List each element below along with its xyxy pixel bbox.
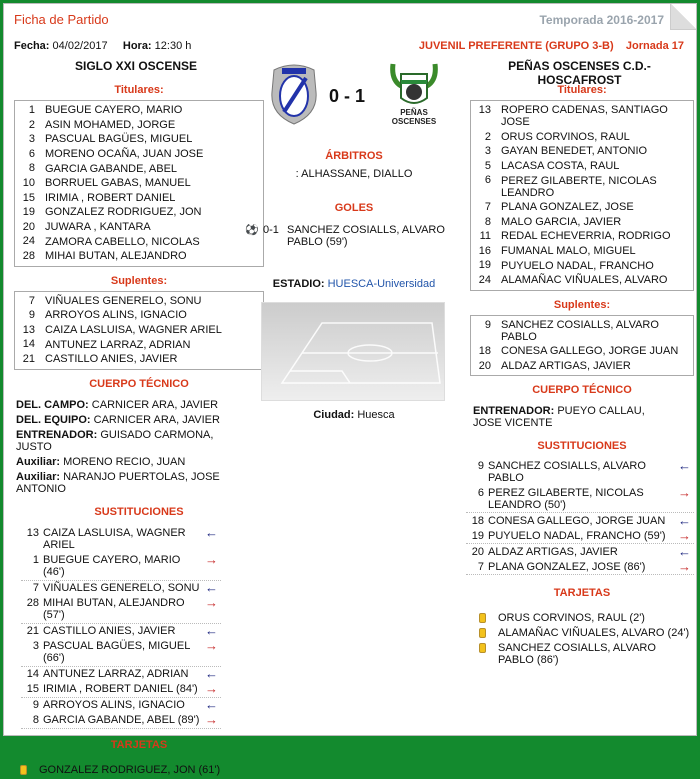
season-label: Temporada 2016-2017 — [539, 13, 664, 27]
stadium — [244, 278, 464, 290]
referees-heading: ÁRBITROS — [325, 150, 383, 162]
staff-role: DEL. EQUIPO: — [16, 413, 91, 426]
player-number: 13 — [22, 323, 35, 336]
staff-name: NARANJO PUERTOLAS, JOSE ANTONIO — [16, 470, 220, 495]
arrow-left-icon: ← — [205, 525, 218, 540]
player-name: PASCUAL BAGÜES, MIGUEL (66') — [43, 640, 190, 664]
sub-out-row — [21, 682, 221, 697]
player-number: 21 — [26, 625, 39, 637]
competition — [419, 40, 684, 52]
player-row — [15, 294, 263, 309]
player-name: ALDAZ ARTIGAS, JAVIER — [501, 360, 631, 373]
staff-role: Auxiliar: — [16, 470, 61, 483]
arrow-right-icon: → — [678, 527, 691, 543]
staff-role: DEL. CAMPO: — [16, 398, 89, 411]
player-name: MORENO OCAÑA, JUAN JOSE — [45, 148, 204, 161]
home-starters-list — [14, 100, 264, 267]
substitution — [466, 513, 694, 544]
player-name: FUMANAL MALO, MIGUEL — [501, 245, 636, 258]
home-subs-list — [21, 526, 221, 729]
sub-out-row — [21, 596, 221, 623]
goal-row — [245, 224, 445, 248]
home-starters-heading: Titulares: — [114, 84, 164, 96]
player-row — [15, 352, 263, 367]
player-number: 19 — [478, 259, 491, 272]
away-crest-text: PEÑAS OSCENSES — [391, 108, 437, 126]
player-number: 15 — [22, 191, 35, 204]
sub-out-row — [466, 528, 694, 543]
player-row — [471, 359, 693, 374]
player-number: 7 — [477, 560, 484, 573]
staff-role: Auxiliar: — [16, 455, 61, 468]
sub-in-row — [21, 526, 221, 553]
yellow-card-icon — [479, 628, 486, 638]
card-player: GONZALEZ RODRIGUEZ, JON (61') — [39, 763, 221, 776]
player-row — [471, 273, 693, 288]
player-number: 14 — [22, 338, 35, 351]
player-number: 15 — [26, 683, 39, 695]
player-name: PEREZ GILABERTE, NICOLAS LEANDRO — [501, 174, 657, 199]
player-name: PUYUELO NADAL, FRANCHO — [501, 259, 654, 272]
player-row — [15, 249, 263, 264]
player-name: ALAMAÑAC VIÑUALES, ALVARO — [501, 274, 668, 287]
player-number: 3 — [484, 145, 491, 158]
stadium-label: ESTADIO: — [272, 278, 325, 290]
player-row — [471, 200, 693, 215]
goals-heading: GOLES — [334, 202, 374, 214]
player-name: CAIZA LASLUISA, WAGNER ARIEL — [43, 527, 186, 551]
player-name: CONESA GALLEGO, JORGE JUAN — [501, 345, 679, 358]
staff-role: ENTRENADOR: — [473, 405, 555, 418]
player-name: ARROYOS ALINS, IGNACIO — [43, 699, 185, 711]
date-value: 04/02/2017 — [52, 40, 108, 52]
player-number: 2 — [484, 130, 491, 143]
arrow-right-icon: → — [205, 595, 218, 610]
player-number: 7 — [32, 582, 39, 594]
time-value: 12:30 h — [154, 40, 192, 52]
player-number: 1 — [28, 104, 35, 116]
player-number: 18 — [471, 514, 484, 527]
player-number: 6 — [28, 147, 35, 160]
player-number: 6 — [484, 174, 491, 187]
yellow-card-icon — [479, 613, 486, 623]
arrow-right-icon: → — [205, 552, 218, 567]
page-title: Ficha de Partido — [14, 12, 109, 27]
ball-icon: ⚽ — [245, 224, 259, 236]
sub-in-row — [21, 624, 221, 639]
player-name: SANCHEZ COSIALLS, ALVARO PABLO — [488, 459, 646, 484]
player-row — [471, 229, 693, 244]
player-name: GARCIA GABANDE, ABEL (89') — [43, 714, 200, 726]
card-row — [20, 764, 264, 776]
player-number: 3 — [28, 133, 35, 146]
home-bench-list — [14, 291, 264, 370]
staff-name: MORENO RECIO, JUAN — [63, 455, 186, 468]
card-row — [479, 642, 694, 666]
player-number: 19 — [22, 206, 35, 219]
stadium-link[interactable]: HUESCA-Universidad — [327, 278, 436, 290]
player-name: PUYUELO NADAL, FRANCHO (59') — [488, 529, 666, 542]
player-number: 10 — [22, 176, 35, 189]
away-team-name: PEÑAS OSCENSES C.D.-HOSCAFROST — [508, 59, 651, 87]
player-number: 11 — [479, 230, 491, 243]
card-player: ORUS CORVINOS, RAUL (2') — [498, 612, 645, 625]
player-number: 8 — [484, 215, 491, 228]
player-name: GONZALEZ RODRIGUEZ, JON — [45, 206, 202, 219]
player-name: CAIZA LASLUISA, WAGNER ARIEL — [45, 324, 222, 337]
player-number: 19 — [471, 529, 484, 542]
player-row — [15, 308, 263, 323]
player-name: ROPERO CADENAS, SANTIAGO JOSE — [501, 104, 668, 129]
player-name: PASCUAL BAGÜES, MIGUEL — [45, 133, 193, 146]
player-row — [15, 234, 263, 249]
player-row — [471, 103, 693, 130]
card-player: ALAMAÑAC VIÑUALES, ALVARO (24') — [498, 627, 690, 640]
player-name: ANTUNEZ LARRAZ, ADRIAN — [45, 338, 191, 351]
away-staff-list — [470, 405, 670, 432]
player-number: 8 — [32, 714, 39, 726]
home-cards-heading: TARJETAS — [110, 738, 168, 751]
away-cards-list — [479, 612, 694, 669]
player-row — [15, 118, 263, 133]
sub-out-row — [21, 713, 221, 728]
arrow-right-icon: → — [678, 558, 691, 574]
player-name: ARROYOS ALINS, IGNACIO — [45, 309, 187, 322]
player-number: 16 — [478, 244, 491, 257]
home-staff-list — [14, 399, 231, 498]
player-name: VIÑUALES GENERELO, SONU — [43, 582, 200, 594]
player-number: 21 — [22, 352, 35, 365]
player-row — [471, 159, 693, 174]
away-column — [470, 84, 694, 669]
substitution — [466, 458, 694, 513]
arrow-left-icon: ← — [678, 543, 691, 559]
player-number: 8 — [28, 162, 35, 175]
player-name: CASTILLO ANIES, JAVIER — [45, 353, 178, 366]
player-row — [15, 176, 263, 191]
substitution — [21, 624, 221, 667]
page-fold-icon — [670, 4, 696, 30]
player-name: GARCIA GABANDE, ABEL — [45, 162, 178, 175]
player-row — [471, 244, 693, 259]
player-number: 20 — [478, 359, 491, 372]
home-subs-heading: SUSTITUCIONES — [94, 505, 184, 518]
player-name: ORUS CORVINOS, RAUL — [501, 130, 630, 143]
player-number: 9 — [32, 699, 39, 711]
player-row — [15, 147, 263, 162]
staff-name: GUISADO CARMONA, JUSTO — [16, 428, 214, 453]
player-row — [15, 132, 263, 147]
player-number: 13 — [26, 527, 39, 539]
away-subs-list — [466, 458, 694, 575]
away-bench-heading: Suplentes: — [553, 298, 611, 311]
player-number: 18 — [478, 345, 491, 358]
player-name: MIHAI BUTAN, ALEJANDRO (57') — [43, 597, 185, 621]
player-number: 28 — [22, 249, 35, 262]
player-name: REDAL ECHEVERRIA, RODRIGO — [501, 230, 671, 243]
player-number: 9 — [484, 318, 491, 331]
player-name: PEREZ GILABERTE, NICOLAS LEANDRO (50') — [488, 486, 644, 511]
player-name: MIHAI BUTAN, ALEJANDRO — [45, 250, 187, 263]
staff-member — [16, 414, 231, 426]
away-team-crest-icon — [389, 60, 439, 108]
player-number: 9 — [28, 309, 35, 322]
player-row — [15, 220, 263, 235]
player-name: IRIMIA , ROBERT DANIEL — [45, 191, 176, 204]
card-row — [479, 627, 694, 639]
player-name: ALDAZ ARTIGAS, JAVIER — [488, 545, 618, 558]
player-name: BORRUEL GABAS, MANUEL — [45, 177, 191, 190]
arrow-right-icon: → — [205, 638, 218, 653]
player-number: 20 — [471, 545, 484, 558]
player-name: BUEGUE CAYERO, MARIO (46') — [43, 554, 181, 578]
sub-in-row — [21, 698, 221, 713]
staff-member — [16, 471, 231, 495]
round: Jornada 17 — [625, 40, 684, 52]
player-name: PLANA GONZALEZ, JOSE (86') — [488, 560, 646, 573]
city — [244, 409, 464, 421]
player-name: PLANA GONZALEZ, JOSE — [501, 201, 634, 214]
player-name: ANTUNEZ LARRAZ, ADRIAN — [43, 668, 189, 680]
player-number: 13 — [478, 104, 491, 116]
player-number: 7 — [484, 200, 491, 213]
staff-role: ENTRENADOR: — [16, 428, 98, 441]
arrow-left-icon: ← — [205, 697, 218, 712]
date-label: Fecha: — [14, 40, 50, 52]
player-name: IRIMIA , ROBERT DANIEL (84') — [43, 683, 198, 695]
staff-member — [16, 456, 231, 468]
substitution — [21, 698, 221, 729]
yellow-card-icon — [479, 643, 486, 653]
date-time — [14, 40, 191, 52]
player-number: 28 — [26, 597, 39, 609]
sub-in-row — [466, 513, 694, 528]
player-name: ZAMORA CABELLO, NICOLAS — [45, 235, 200, 248]
player-row — [15, 161, 263, 176]
player-row — [15, 205, 263, 220]
home-cards-list — [20, 764, 264, 779]
time-label: Hora: — [122, 40, 152, 52]
player-row — [471, 344, 693, 359]
city-label: Ciudad: — [313, 409, 355, 421]
player-row — [15, 337, 263, 352]
player-name: GAYAN BENEDET, ANTONIO — [501, 145, 648, 158]
sub-in-row — [21, 581, 221, 596]
arrow-left-icon: ← — [205, 580, 218, 595]
home-column — [14, 84, 264, 779]
player-number: 2 — [28, 118, 35, 131]
arrow-right-icon: → — [205, 712, 218, 727]
stadium-field-image — [261, 302, 445, 401]
home-staff-heading: CUERPO TÉCNICO — [89, 377, 189, 390]
player-row — [471, 258, 693, 273]
player-name: VIÑUALES GENERELO, SONU — [45, 294, 202, 307]
away-cards-heading: TARJETAS — [553, 587, 611, 600]
player-number: 1 — [32, 554, 39, 566]
player-row — [471, 130, 693, 145]
staff-member — [16, 429, 231, 453]
sub-out-row — [21, 639, 221, 666]
player-row — [471, 215, 693, 230]
away-bench-list — [470, 315, 694, 377]
home-team-name: SIGLO XXI OSCENSE — [74, 59, 198, 73]
arrow-left-icon: ← — [205, 623, 218, 638]
player-number: 20 — [22, 220, 35, 233]
player-row — [15, 191, 263, 206]
player-name: CONESA GALLEGO, JORGE JUAN — [488, 514, 666, 527]
player-number: 14 — [26, 668, 39, 680]
player-number: 5 — [484, 159, 491, 172]
player-name: CASTILLO ANIES, JAVIER — [43, 625, 176, 637]
staff-member — [473, 405, 670, 429]
city-value: Huesca — [357, 409, 395, 421]
player-name: BUEGUE CAYERO, MARIO — [45, 104, 183, 117]
sub-in-row — [21, 667, 221, 682]
arrow-right-icon: → — [678, 484, 691, 500]
sub-in-row — [466, 544, 694, 559]
card-player: SANCHEZ COSIALLS, ALVARO PABLO (86') — [498, 642, 656, 667]
staff-member — [16, 399, 231, 411]
player-number: 9 — [477, 459, 484, 472]
sub-in-row — [466, 458, 694, 485]
away-subs-heading: SUSTITUCIONES — [537, 440, 627, 453]
arrow-left-icon: ← — [205, 666, 218, 681]
staff-name: CARNICER ARA, JAVIER — [91, 398, 219, 411]
player-name: JUWARA , KANTARA — [45, 221, 151, 234]
substitution — [21, 526, 221, 581]
away-starters-list — [470, 100, 694, 291]
staff-name: CARNICER ARA, JAVIER — [93, 413, 220, 426]
score: 0 - 1 — [329, 86, 366, 106]
staff-name: PUEYO CALLAU, JOSE VICENTE — [473, 405, 645, 430]
player-row — [15, 103, 263, 118]
player-number: 3 — [32, 640, 39, 652]
goal-scorer: SANCHEZ COSIALLS, ALVARO PABLO (59') — [287, 224, 445, 248]
player-number: 24 — [478, 273, 491, 286]
substitution — [21, 581, 221, 624]
match-sheet — [3, 3, 697, 776]
card-row — [479, 612, 694, 624]
yellow-card-icon — [20, 765, 27, 775]
substitution — [21, 667, 221, 698]
player-name: SANCHEZ COSIALLS, ALVARO PABLO — [501, 318, 659, 343]
arrow-right-icon: → — [205, 681, 218, 696]
sub-out-row — [466, 559, 694, 574]
sub-out-row — [21, 553, 221, 580]
referee: : ALHASSANE, DIALLO — [295, 168, 413, 180]
substitution — [466, 544, 694, 575]
player-number: 7 — [28, 294, 35, 307]
player-name: LACASA COSTA, RAUL — [501, 160, 620, 173]
competition-name: JUVENIL PREFERENTE (GRUPO 3-B) — [418, 40, 614, 52]
player-name: MALO GARCIA, JAVIER — [501, 215, 622, 228]
player-row — [15, 323, 263, 338]
away-starters-heading: Titulares: — [557, 84, 607, 96]
player-row — [471, 173, 693, 200]
sub-out-row — [466, 485, 694, 512]
home-team-crest-icon — [264, 62, 324, 126]
away-staff-heading: CUERPO TÉCNICO — [532, 384, 632, 397]
goal-score: 0-1 — [263, 224, 279, 236]
player-name: ASIN MOHAMED, JORGE — [45, 118, 176, 131]
arrow-left-icon: ← — [678, 457, 691, 473]
player-row — [471, 318, 693, 345]
player-number: 24 — [22, 235, 35, 248]
player-row — [471, 144, 693, 159]
arrow-left-icon: ← — [678, 512, 691, 528]
player-number: 6 — [477, 486, 484, 499]
home-bench-heading: Suplentes: — [110, 274, 168, 287]
